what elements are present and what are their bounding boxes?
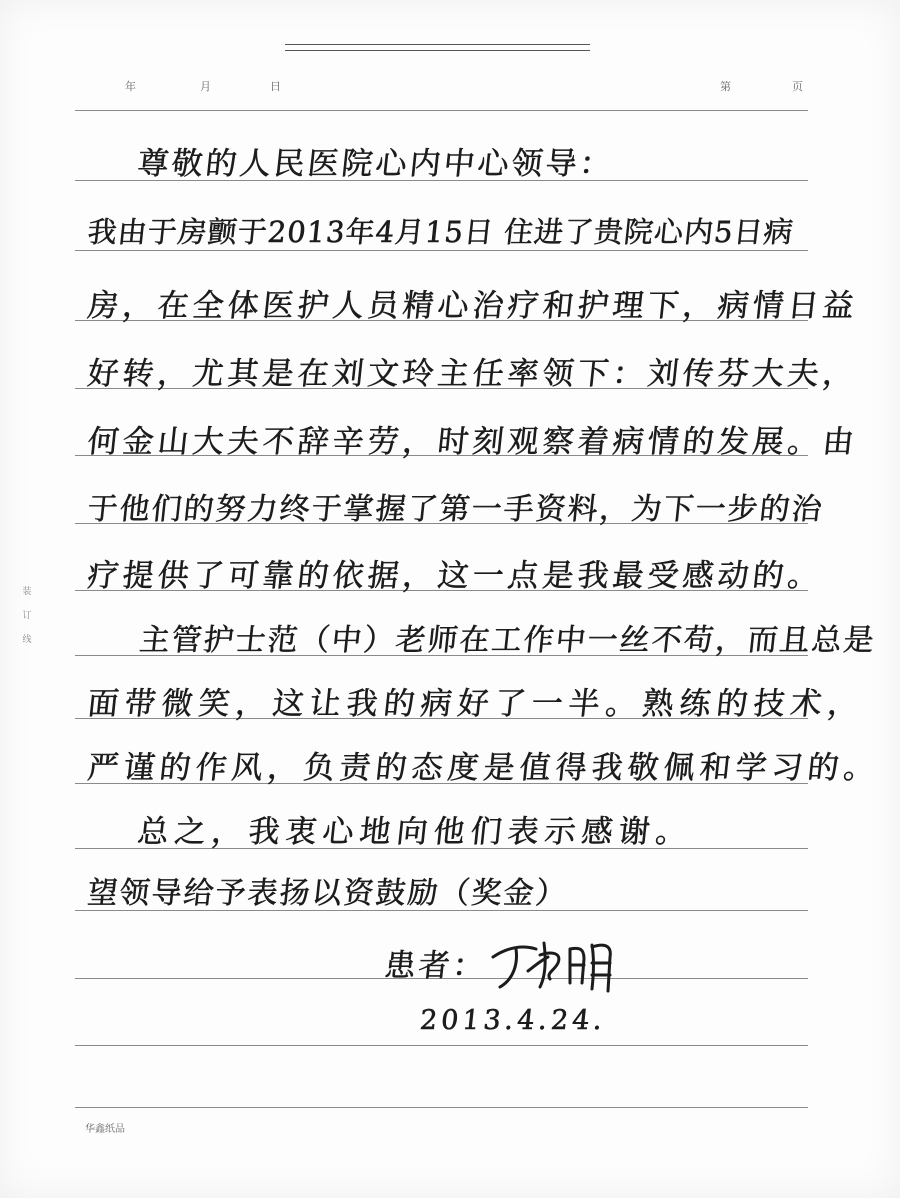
page-prefix-label: 第	[720, 80, 731, 93]
letter-line-5: 于他们的努力终于掌握了第一手资料，为下一步的治	[85, 492, 826, 527]
signature-image	[488, 935, 628, 995]
year-label: 年	[125, 80, 136, 93]
header-rule-bottom	[285, 50, 590, 51]
paper-brand-label: 华鑫纸品	[85, 1124, 125, 1135]
ruled-line	[75, 1107, 808, 1108]
day-label: 日	[270, 80, 281, 93]
letter-line-2: 房，在全体医护人员精心治疗和护理下，病情日益	[85, 288, 860, 324]
ruled-line	[75, 110, 808, 111]
month-label: 月	[200, 80, 211, 93]
page-suffix-label: 页	[792, 80, 803, 93]
binding-char: 订	[22, 611, 32, 621]
letter-line-3: 好转，尤其是在刘文玲主任率领下：刘传芬大夫，	[85, 356, 860, 392]
letter-line-1: 我由于房颤于2013年4月15日 住进了贵院心内5日病	[86, 215, 796, 249]
header-rule-top	[285, 44, 590, 45]
letter-line-11: 望领导给予表扬以资鼓励（奖金）	[85, 876, 570, 911]
letter-line-10: 总之，我衷心地向他们表示感谢。	[135, 814, 695, 850]
letter-line-4: 何金山大夫不辞辛劳，时刻观察着病情的发展。由	[85, 424, 860, 460]
letter-line-9: 严谨的作风，负责的态度是值得我敬佩和学习的。	[85, 750, 882, 786]
binding-line-label	[20, 580, 34, 652]
letter-line-6: 疗提供了可靠的依据，这一点是我最受感动的。	[85, 558, 825, 594]
letter-line-7: 主管护士范（中）老师在工作中一丝不苟，而且总是	[137, 623, 878, 658]
salutation: 尊敬的人民医院心内中心领导：	[135, 146, 616, 182]
letter-line-8: 面带微笑，这让我的病好了一半。熟练的技术，	[85, 686, 867, 722]
signature-label: 患者：	[382, 948, 489, 984]
binding-char: 线	[22, 635, 32, 645]
binding-char: 装	[22, 587, 32, 597]
ruled-line	[75, 1045, 808, 1046]
letter-date: 2013.4.24.	[418, 1005, 608, 1036]
page-header	[0, 78, 900, 98]
